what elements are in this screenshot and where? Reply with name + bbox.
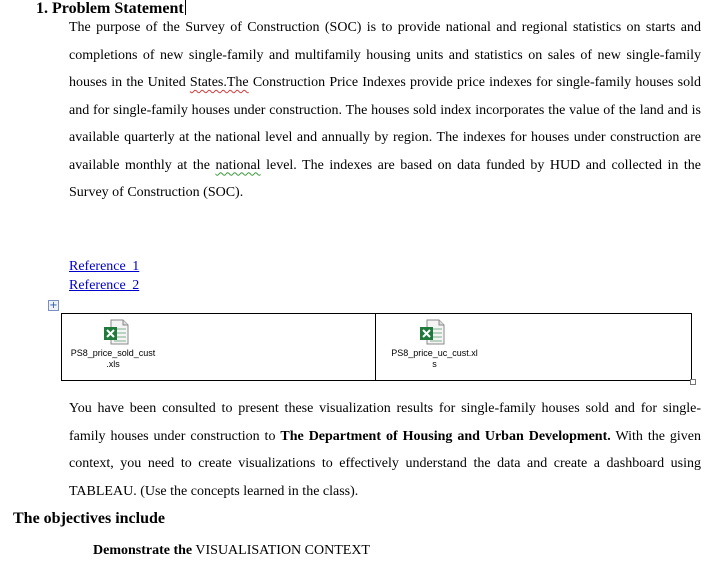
paragraph-text: Construction Price Indexes provide price indexes for single-family houses sold and for single-family houses under construction. The houses sold index incorporates the value of the land and is available quarterly at the national level and annually by region. The indexes for houses under construction are available monthly at the xyxy=(69,75,701,173)
problem-paragraph xyxy=(69,14,701,207)
attachment-filename[interactable]: PS8_price_uc_cust.xl s xyxy=(391,348,478,369)
reference-link-1[interactable]: Reference 1 xyxy=(69,259,140,274)
reference-link-2[interactable]: Reference 2 xyxy=(69,278,140,293)
objectives-heading: The objectives include xyxy=(13,510,165,527)
attachment-cell xyxy=(376,314,691,380)
attachments-table xyxy=(61,313,692,381)
paragraph-text: You have been consulted to present these visualization results for single-family houses sold and for single-family houses under construction to xyxy=(69,401,701,444)
table-move-handle[interactable]: + xyxy=(49,300,58,311)
text-cursor xyxy=(185,0,186,15)
grammar-flagged-word[interactable]: national xyxy=(215,157,261,173)
attachment-filename[interactable]: PS8_price_sold_cust .xls xyxy=(70,348,156,369)
spelling-flagged-word[interactable]: States.The xyxy=(189,75,249,90)
attachment-cell xyxy=(62,314,376,380)
table-resize-handle[interactable] xyxy=(690,379,696,385)
organization-name: The Department of Housing and Urban Development. xyxy=(280,428,611,444)
paragraph-text: The purpose of the Survey of Construction (SOC) is to provide national and regional statistics on starts and completions of new single-family and multifamily housing units and statistics on sales of new single-family houses in the United xyxy=(69,20,701,90)
excel-file-icon[interactable] xyxy=(418,318,446,346)
objective-text: VISUALISATION CONTEXT xyxy=(195,543,370,558)
excel-file-icon[interactable] xyxy=(102,318,130,346)
section-title[interactable]: Problem Statement xyxy=(52,0,184,17)
objective-item xyxy=(93,542,370,560)
paragraph-text: With the given context, you need to create visualizations to effectively understand the data and create a dashboard using TABLEAU. (Use the concepts learned in the class). xyxy=(69,428,701,499)
context-paragraph xyxy=(69,395,701,505)
section-number: 1. xyxy=(36,0,48,17)
paragraph-text: level. The indexes are based on data funded by HUD and collected in the Survey of Construction (SOC). xyxy=(69,157,701,200)
objective-label: Demonstrate the xyxy=(93,543,193,558)
